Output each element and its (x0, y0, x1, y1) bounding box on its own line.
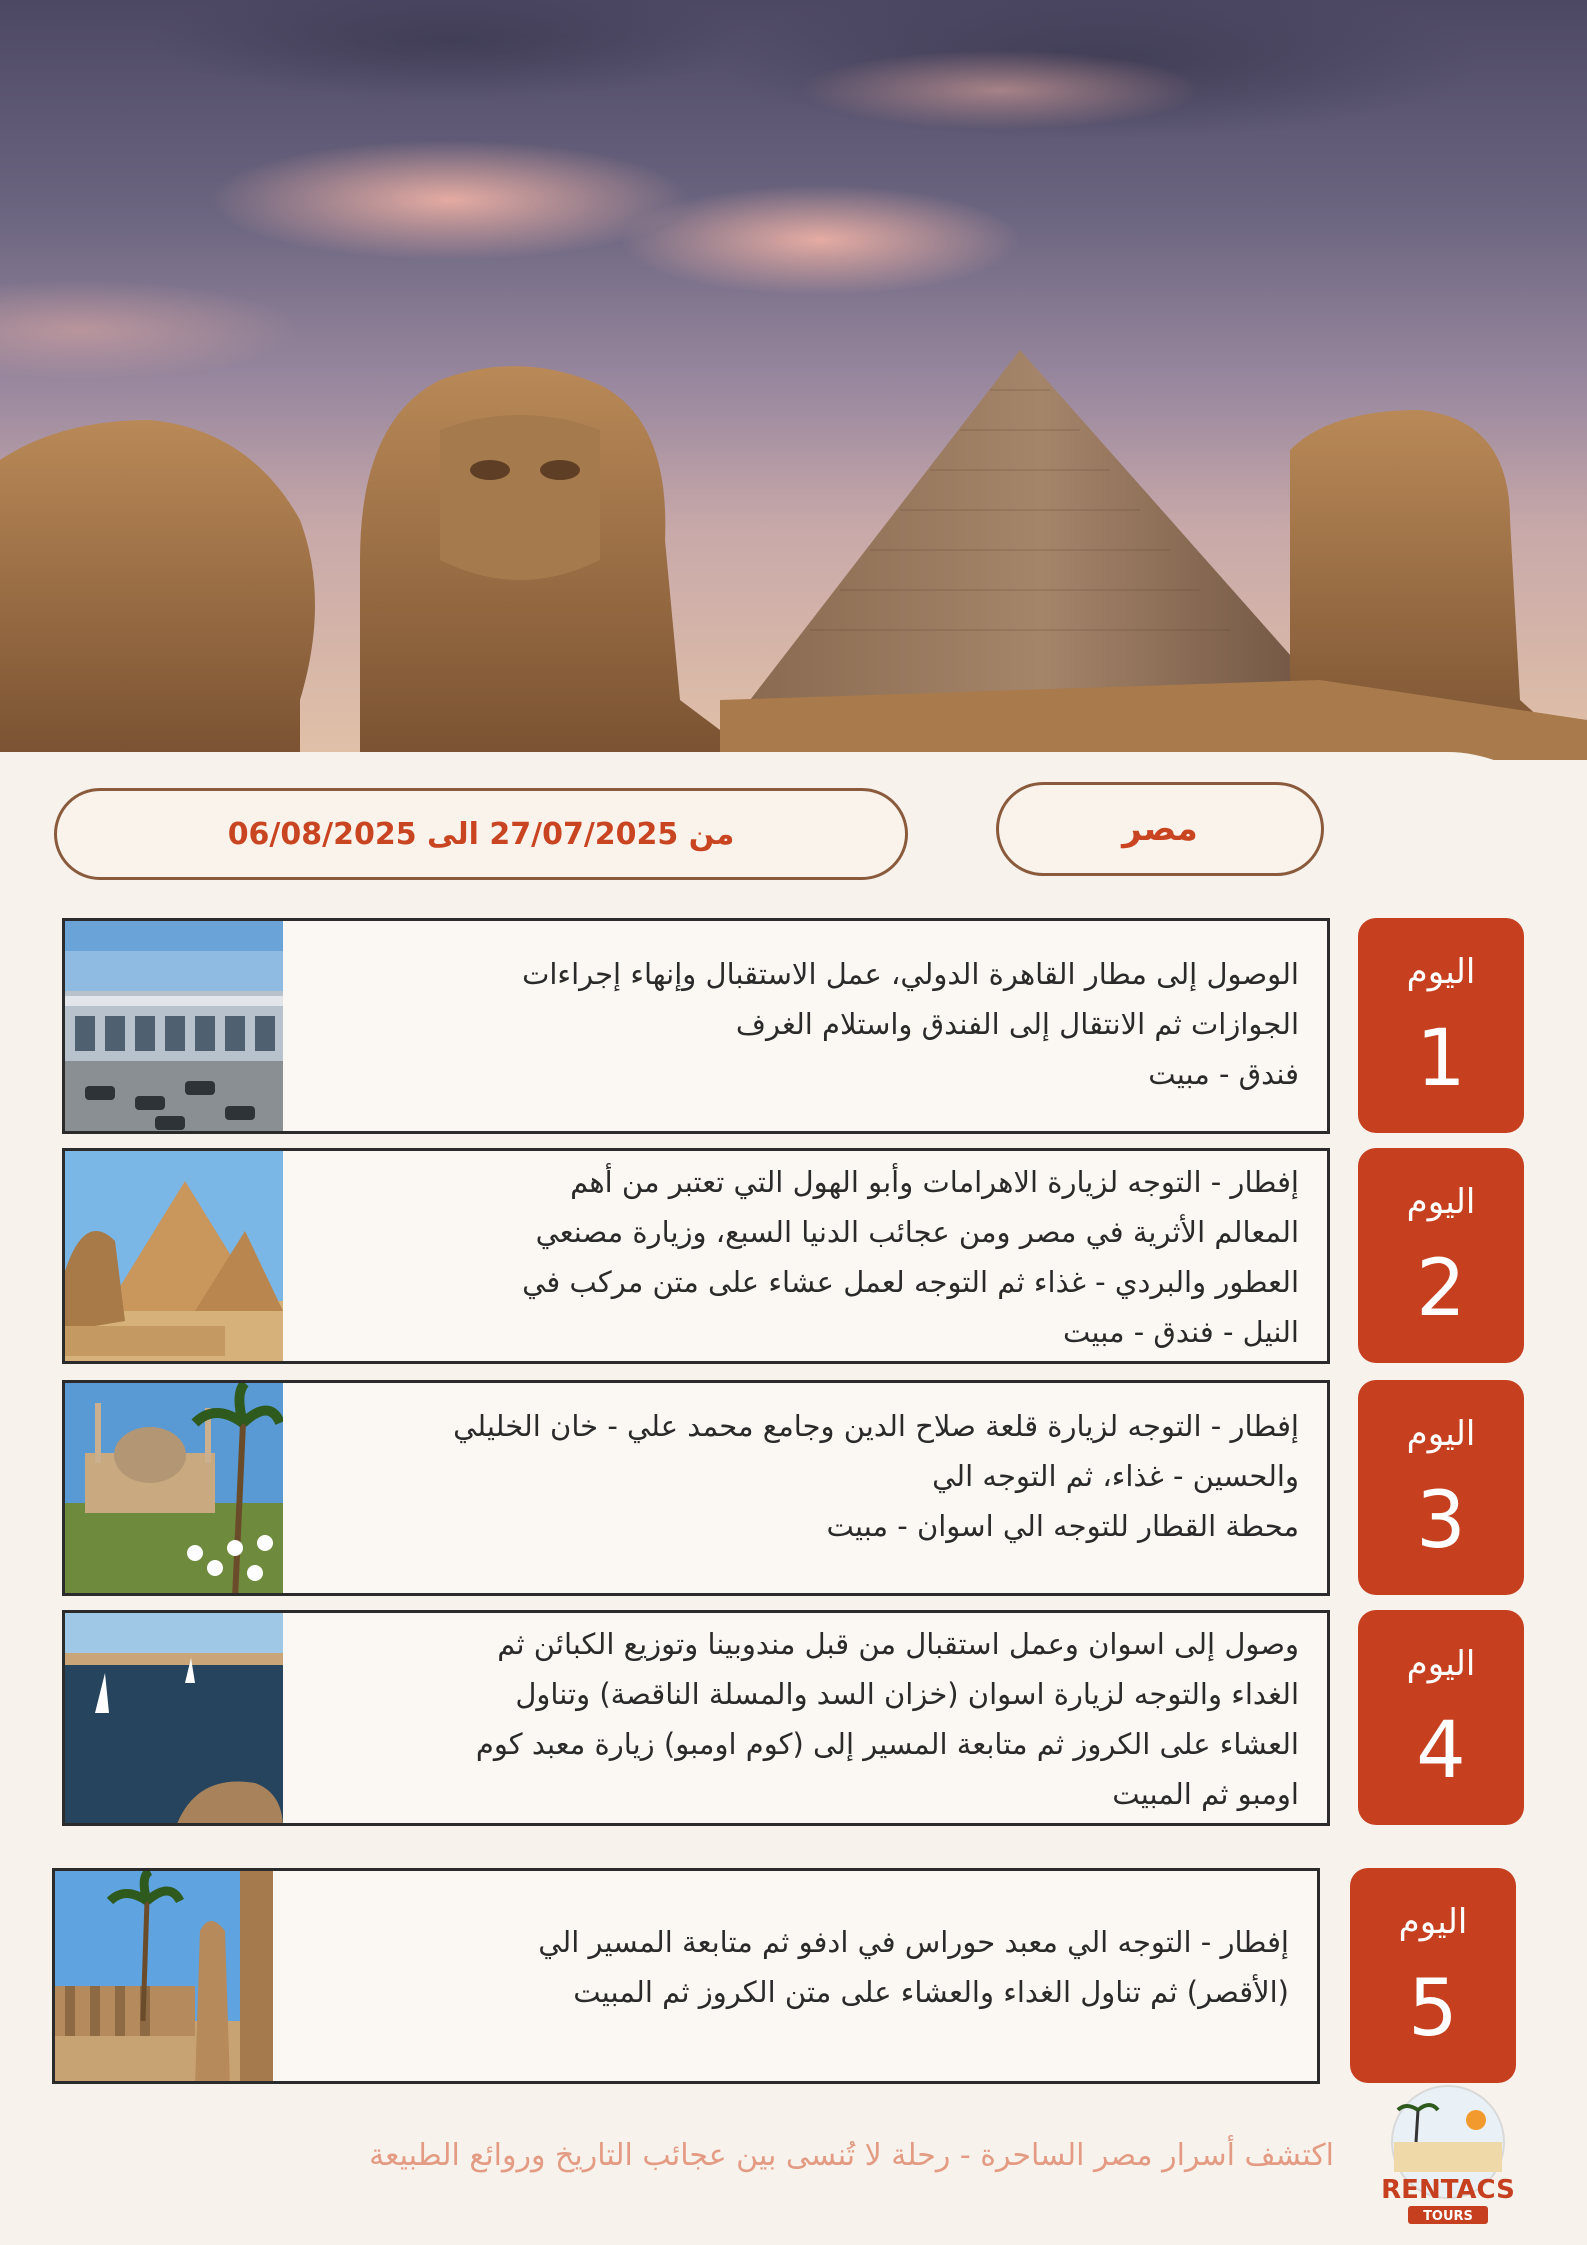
day-4-line: العشاء على الكروز ثم متابعة المسير إلى (كوم اومبو) زيارة معبد كوم (475, 1727, 1299, 1761)
day-2-card (62, 1148, 1330, 1364)
country-label: مصر (1122, 809, 1198, 849)
day-number: 2 (1416, 1244, 1466, 1334)
day-label: اليوم (1406, 1644, 1476, 1684)
day-3-badge (1358, 1380, 1524, 1595)
day-number: 3 (1416, 1476, 1466, 1566)
day-1-badge (1358, 918, 1524, 1133)
day-5-description (315, 1917, 1289, 2017)
day-5-line: (الأقصر) ثم تناول الغداء والعشاء على متن الكروز ثم المبيت (573, 1975, 1289, 2009)
country-pill (996, 782, 1324, 876)
day-2-line: النيل - فندق - مبيت (1062, 1315, 1299, 1349)
day-4-card (62, 1610, 1330, 1826)
day-2-line: المعالم الأثرية في مصر ومن عجائب الدنيا السبع، وزيارة مصنعي (535, 1215, 1299, 1249)
day-3-line: إفطار - التوجه لزيارة قلعة صلاح الدين وجامع محمد علي - خان الخليلي (453, 1409, 1299, 1443)
sphinx-pyramid-illustration (0, 0, 1587, 760)
svg-text:TOURS: TOURS (1423, 2209, 1473, 2224)
day-number: 5 (1408, 1964, 1458, 2054)
day-1-card (62, 918, 1330, 1134)
day-3-description (325, 1401, 1299, 1551)
day-5-line: إفطار - التوجه الي معبد حوراس في ادفو ثم متابعة المسير الي (538, 1925, 1289, 1959)
day-1-line: فندق - مبيت (1148, 1057, 1299, 1091)
temple-photo (55, 1871, 273, 2081)
pyramids-photo (65, 1151, 283, 1361)
day-2-badge (1358, 1148, 1524, 1363)
day-1-line: الجوازات ثم الانتقال إلى الفندق واستلام الغرف (735, 1007, 1299, 1041)
day-label: اليوم (1406, 1182, 1476, 1222)
mosque-photo (65, 1383, 283, 1593)
nile-photo (65, 1613, 283, 1823)
day-4-badge (1358, 1610, 1524, 1825)
day-label: اليوم (1406, 952, 1476, 992)
date-range-label: من 27/07/2025 الى 06/08/2025 (227, 816, 735, 852)
hero-image (0, 0, 1587, 760)
day-5-card (52, 1868, 1320, 2084)
day-3-line: والحسين - غذاء، ثم التوجه الي (932, 1459, 1299, 1493)
day-2-line: العطور والبردي - غذاء ثم التوجه لعمل عشاء على متن مركب في (522, 1265, 1299, 1299)
day-4-description (325, 1619, 1299, 1819)
day-1-description (325, 949, 1299, 1099)
day-3-card (62, 1380, 1330, 1596)
day-4-line: الغداء والتوجه لزيارة اسوان (خزان السد والمسلة الناقصة) وتناول (515, 1677, 1299, 1711)
footer-tagline: اكتشف أسرار مصر الساحرة - رحلة لا تُنسى بين عجائب التاريخ وروائع الطبيعة (369, 2138, 1334, 2173)
day-label: اليوم (1406, 1414, 1476, 1454)
day-2-line: إفطار - التوجه لزيارة الاهرامات وأبو الهول التي تعتبر من أهم (570, 1165, 1299, 1199)
airport-photo (65, 921, 283, 1131)
day-number: 4 (1416, 1706, 1466, 1796)
day-4-line: اومبو ثم المبيت (1112, 1777, 1299, 1811)
rentacs-logo (1356, 2080, 1540, 2230)
day-5-badge (1350, 1868, 1516, 2083)
day-2-description (325, 1157, 1299, 1357)
day-number: 1 (1416, 1014, 1466, 1104)
day-1-line: الوصول إلى مطار القاهرة الدولي، عمل الاستقبال وإنهاء إجراءات (522, 957, 1299, 991)
day-3-line: محطة القطار للتوجه الي اسوان - مبيت (826, 1509, 1299, 1543)
day-label: اليوم (1398, 1902, 1468, 1942)
svg-text:RENTACS: RENTACS (1381, 2175, 1515, 2205)
date-range-pill (54, 788, 908, 880)
day-4-line: وصول إلى اسوان وعمل استقبال من قبل مندوبينا وتوزيع الكبائن ثم (497, 1627, 1299, 1661)
